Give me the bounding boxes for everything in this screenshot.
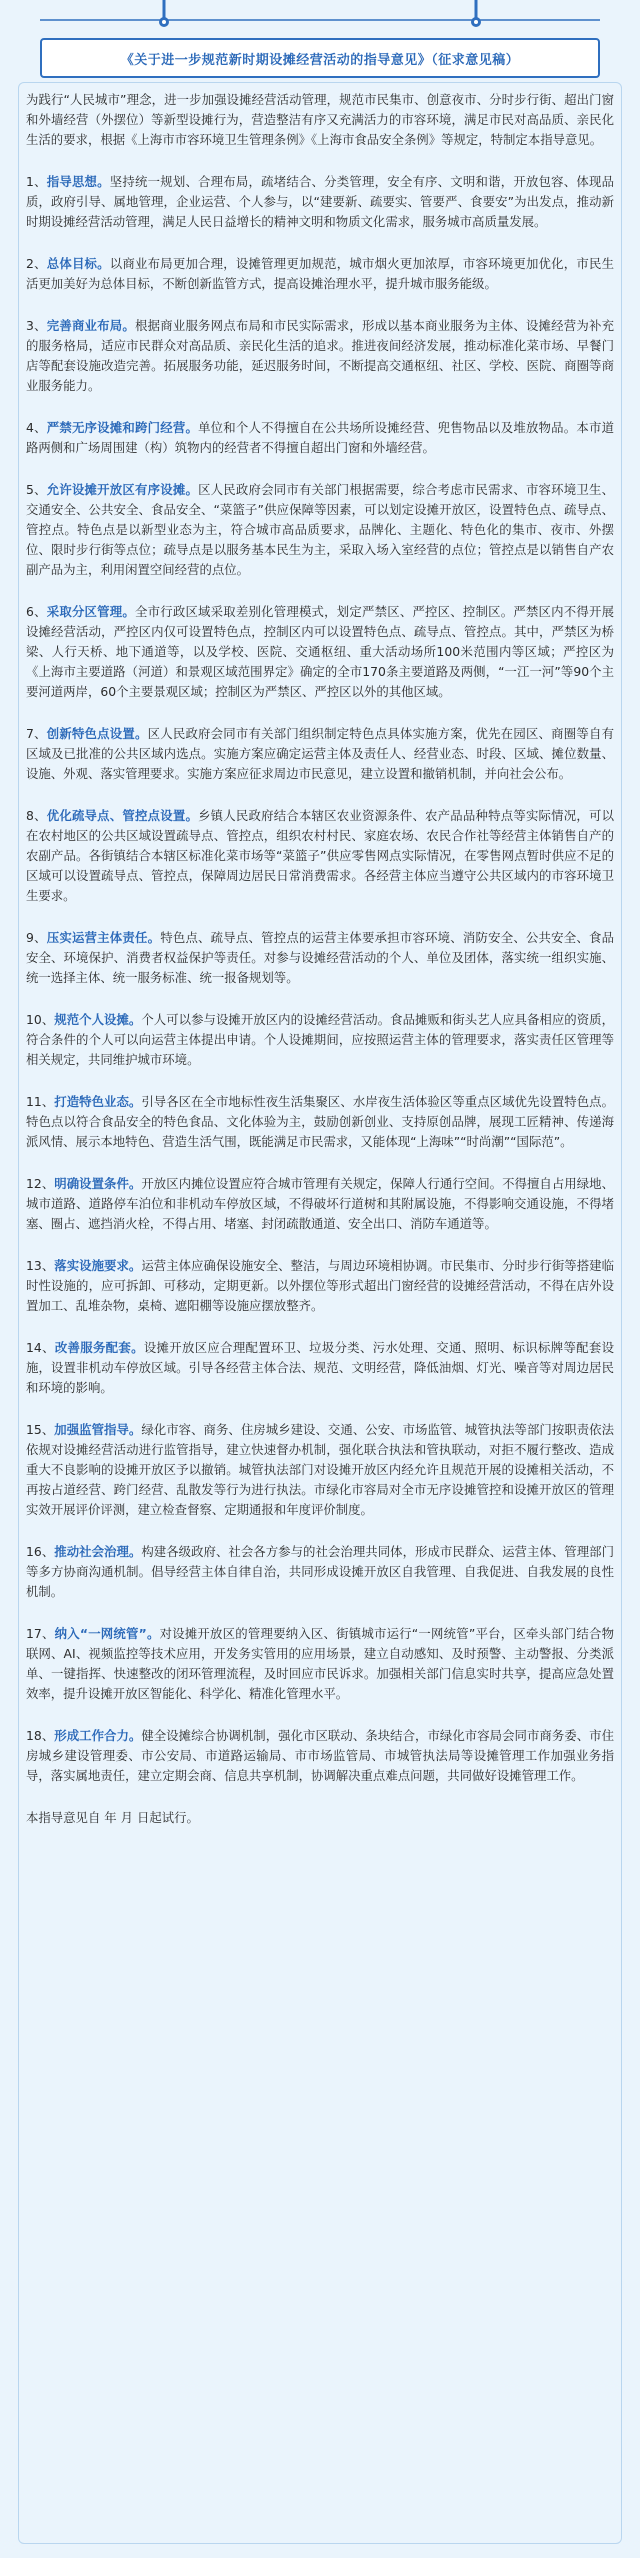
section-11 (26, 1092, 614, 1152)
section-body: 单位和个人不得擅自在公共场所设摊经营、兜售物品以及堆放物品。本市道路两侧和广场周围建（构）筑物内的经营者不得擅自超出门窗和外墙经营。 (26, 420, 615, 455)
section-18 (26, 1726, 614, 1786)
section-1 (26, 172, 614, 232)
section-number: 8、 (26, 808, 47, 823)
section-17 (26, 1624, 614, 1704)
section-number: 9、 (26, 930, 47, 945)
section-heading: 优化疏导点、管控点设置。 (46, 808, 199, 823)
section-number: 13、 (26, 1258, 55, 1273)
section-number: 5、 (26, 482, 47, 497)
section-heading: 采取分区管理。 (46, 604, 135, 619)
section-16 (26, 1542, 614, 1602)
section-number: 16、 (26, 1544, 55, 1559)
section-number: 18、 (26, 1728, 55, 1743)
section-body: 区人民政府会同市有关部门组织制定特色点具体实施方案，优先在园区、商圈等自有区域及已批准的公共区域内选点。实施方案应确定运营主体及责任人、经营业态、时段、区域、摊位数量、设施、外观、落实管理要求。实施方案应征求周边市民意见，建立设置和撤销机制，并向社会公布。 (26, 726, 614, 781)
document-body (26, 90, 614, 1850)
section-body: 以商业布局更加合理，设摊管理更加规范，城市烟火更加浓厚，市容环境更加优化，市民生活更加美好为总体目标，不断创新监管方式，提高设摊治理水平，提升城市服务能级。 (26, 256, 615, 291)
closing-paragraph: 本指导意见自 年 月 日起试行。 (26, 1810, 199, 1825)
section-heading: 指导思想。 (46, 174, 110, 189)
section-number: 17、 (26, 1626, 55, 1641)
section-body: 开放区内摊位设置应符合城市管理有关规定，保障人行通行空间。不得擅自占用绿地、城市道路、道路停车泊位和非机动车停放区域，不得破坏行道树和其附属设施，不得影响交通设施，不得堵塞、圈占、遮挡消火栓，不得占用、堵塞、封闭疏散通道、安全出口、消防车通道等。 (26, 1176, 614, 1231)
section-number: 11、 (26, 1094, 55, 1109)
section-heading: 纳入“一网统管”。 (54, 1626, 160, 1641)
section-12 (26, 1174, 614, 1234)
section-6 (26, 602, 614, 702)
section-body: 特色点、疏导点、管控点的运营主体要承担市容环境、消防安全、公共安全、食品安全、环境保护、消费者权益保护等责任。对参与设摊经营活动的个人、单位及团体，落实统一组织实施、统一选择主体、统一服务标准、统一报备规划等。 (26, 930, 614, 985)
section-3 (26, 316, 614, 396)
section-heading: 形成工作合力。 (54, 1728, 142, 1743)
section-heading: 压实运营主体责任。 (46, 930, 161, 945)
section-body: 坚持统一规划、合理布局，疏堵结合、分类管理，安全有序、文明和谐，开放包容、体现品质，政府引导、属地管理，企业运营、个人参与，以“建要新、疏要实、管要严、食要安”为出发点，推动新时期设摊经营活动管理，满足人民日益增长的精神文明和物质文化需求，服务城市高质量发展。 (26, 174, 615, 229)
section-body: 设摊开放区应合理配置环卫、垃圾分类、污水处理、交通、照明、标识标牌等配套设施，设置非机动车停放区域。引导各经营主体合法、规范、文明经营，降低油烟、灯光、噪音等对周边居民和环境的影响。 (26, 1340, 614, 1395)
section-number: 7、 (26, 726, 47, 741)
section-2 (26, 254, 614, 294)
section-body: 运营主体应确保设施安全、整洁，与周边环境相协调。市民集市、分时步行街等搭建临时性设施的，应可拆卸、可移动，定期更新。以外摆位等形式超出门窗经营的设摊经营活动，不得在店外设置加工、乱堆杂物，桌椅、遮阳棚等设施应摆放整齐。 (26, 1258, 614, 1313)
top-decoration (0, 0, 640, 36)
section-body: 对设摊开放区的管理要纳入区、街镇城市运行“一网统管”平台，区牵头部门结合物联网、AI、视频监控等技术应用，开发务实管用的应用场景，建立自动感知、及时预警、主动警报、分类派单、一键指挥、快速整改的闭环管理流程，及时回应市民诉求。加强相关部门信息实时共享，提高应急处置效率，提升设摊开放区智能化、科学化、精准化管理水平。 (26, 1626, 614, 1701)
section-body: 乡镇人民政府结合本辖区农业资源条件、农产品品种特点等实际情况，可以在农村地区的公共区域设置疏导点、管控点，组织农村村民、家庭农场、农民合作社等经营主体销售自产的农副产品。各街镇结合本辖区标准化菜市场等“菜篮子”供应零售网点实际情况，在零售网点暂时供应不足的区域可以设置疏导点、管控点，保障周边居民日常消费需求。各经营主体应当遵守公共区域内的市容环境卫生要求。 (26, 808, 615, 903)
section-heading: 严禁无序设摊和跨门经营。 (46, 420, 199, 435)
section-number: 4、 (26, 420, 47, 435)
section-heading: 打造特色业态。 (54, 1094, 142, 1109)
section-13 (26, 1256, 614, 1316)
section-number: 2、 (26, 256, 47, 271)
section-heading: 总体目标。 (46, 256, 110, 271)
section-7 (26, 724, 614, 784)
section-body: 绿化市容、商务、住房城乡建设、交通、公安、市场监管、城管执法等部门按职责依法依规对设摊经营活动进行监管指导，建立快速督办机制，强化联合执法和管执联动，对拒不履行整改、造成重大不良影响的设摊开放区予以撤销。城管执法部门对设摊开放区内经允许且规范开展的设摊相关活动，不再按占道经营、跨门经营、乱散发等行为进行执法。市绿化市容局对全市无序设摊管控和设摊开放区的管理实效开展评价评测，建立检查督察、定期通报和年度评价制度。 (26, 1422, 614, 1517)
section-5 (26, 480, 614, 580)
section-heading: 完善商业布局。 (46, 318, 135, 333)
section-8 (26, 806, 614, 906)
section-number: 14、 (26, 1340, 55, 1355)
section-10 (26, 1010, 614, 1070)
section-body: 健全设摊综合协调机制，强化市区联动、条块结合，市绿化市容局会同市商务委、市住房城乡建设管理委、市公安局、市道路运输局、市市场监管局、市城管执法局等设摊管理工作加强业务指导，落实属地责任，建立定期会商、信息共享机制，协调解决重点难点问题，共同做好设摊管理工作。 (26, 1728, 614, 1783)
section-heading: 规范个人设摊。 (54, 1012, 142, 1027)
section-body: 根据商业服务网点布局和市民实际需求，形成以基本商业服务为主体、设摊经营为补充的服务格局，适应市民群众对高品质、亲民化生活的追求。推进夜间经济发展，推动标准化菜市场、早餐门店等配套设施改造完善。拓展服务功能，延迟服务时间，不断提高交通枢纽、社区、学校、医院、商圈等商业服务能力。 (26, 318, 614, 393)
section-number: 12、 (26, 1176, 55, 1191)
document-title: 《关于进一步规范新时期设摊经营活动的指导意见》（征求意见稿） (120, 52, 520, 68)
section-heading: 改善服务配套。 (54, 1340, 144, 1355)
section-body: 个人可以参与设摊开放区内的设摊经营活动。食品摊贩和街头艺人应具备相应的资质，符合条件的个人可以向运营主体提出申请。个人设摊期间，应按照运营主体的管理要求，落实责任区管理等相关规定，共同维护城市环境。 (26, 1012, 614, 1067)
section-number: 10、 (26, 1012, 55, 1027)
section-heading: 明确设置条件。 (54, 1176, 142, 1191)
section-9 (26, 928, 614, 988)
section-body: 区人民政府会同市有关部门根据需要，综合考虑市民需求、市容环境卫生、交通安全、公共安全、食品安全、“菜篮子”供应保障等因素，可以划定设摊开放区，设置特色点、疏导点、管控点。特色点是以新型业态为主，符合城市高品质要求，品牌化、主题化、特色化的集市、夜市、外摆位、限时步行街等点位；疏导点是以服务基本民生为主，采取入场入室经营的点位；管控点是以销售自产农副产品为主，利用闲置空间经营的点位。 (26, 482, 615, 577)
section-number: 15、 (26, 1422, 55, 1437)
title-box (40, 38, 600, 78)
section-14 (26, 1338, 614, 1398)
section-heading: 落实设施要求。 (54, 1258, 142, 1273)
section-body: 全市行政区域采取差别化管理模式，划定严禁区、严控区、控制区。严禁区内不得开展设摊经营活动，严控区内仅可设置特色点，控制区内可以设置特色点、疏导点、管控点。其中，严禁区为桥梁、人行天桥、地下通道等，以及学校、医院、交通枢纽、重大活动场所100米范围内等区域；严控区为《上海市主要道路（河道）和景观区域范围界定》确定的全市170条主要道路及两侧，“一江一河”等90个主要河道两岸，60个主要景观区域；控制区为严禁区、严控区以外的其他区域。 (26, 604, 614, 699)
section-body: 构建各级政府、社会各方参与的社会治理共同体，形成市民群众、运营主体、管理部门等多方协商沟通机制。倡导经营主体自律自治，共同形成设摊开放区自我管理、自我促进、自我发展的良性机制。 (26, 1544, 614, 1599)
section-heading: 创新特色点设置。 (46, 726, 148, 741)
section-heading: 推动社会治理。 (54, 1544, 142, 1559)
section-number: 3、 (26, 318, 47, 333)
section-number: 6、 (26, 604, 47, 619)
section-15 (26, 1420, 614, 1520)
section-body: 引导各区在全市地标性夜生活集聚区、水岸夜生活体验区等重点区域优先设置特色点。特色点以符合食品安全的特色食品、文化体验为主，鼓励创新创业、支持原创品牌，展现工匠精神、传递海派风情、展示本地特色、营造生活气围，既能满足市民需求，又能体现“上海味”“时尚潮”“国际范”。 (26, 1094, 614, 1149)
section-4 (26, 418, 614, 458)
section-heading: 允许设摊开放区有序设摊。 (46, 482, 199, 497)
section-number: 1、 (26, 174, 47, 189)
section-heading: 加强监管指导。 (54, 1422, 142, 1437)
intro-paragraph: 为践行“人民城市”理念，进一步加强设摊经营活动管理，规范市民集市、创意夜市、分时步行街、超出门窗和外墙经营（外摆位）等新型设摊行为，营造整洁有序又充满活力的市容环境，满足市民对高品质、亲民化生活的要求，根据《上海市市容环境卫生管理条例》《上海市食品安全条例》等规定，特制定本指导意见。 (26, 92, 614, 147)
